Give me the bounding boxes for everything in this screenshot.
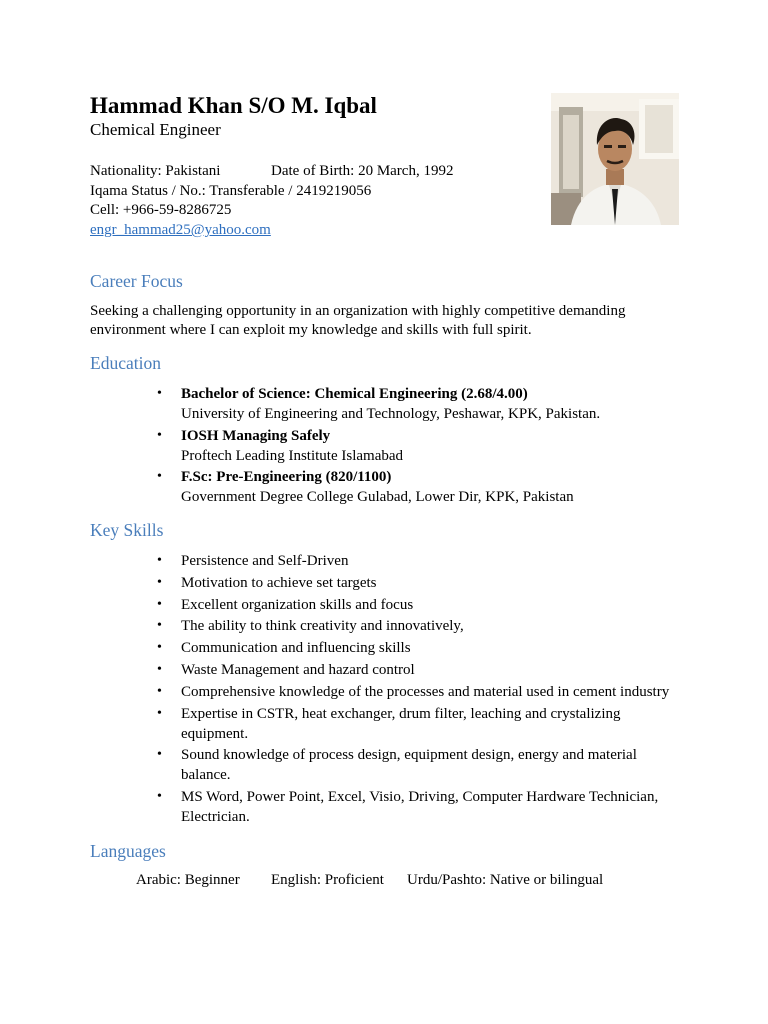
bullet: •: [157, 428, 162, 443]
education-institution: Proftech Leading Institute Islamabad: [181, 448, 404, 464]
career-focus-heading: Career Focus: [90, 271, 183, 291]
bullet: •: [157, 640, 162, 655]
skill-text: Communication and influencing skills: [181, 640, 411, 656]
skill-item: [157, 660, 681, 680]
email-link[interactable]: engr_hammad25@yahoo.com: [90, 222, 271, 238]
skill-item: [157, 595, 681, 615]
cell-number: Cell: +966-59-8286725: [90, 202, 232, 218]
skill-text: The ability to think creativity and innovatively,: [181, 618, 464, 634]
bullet: •: [157, 684, 162, 699]
bullet: •: [157, 469, 162, 484]
language-urdu-pashto: Urdu/Pashto: Native or bilingual: [407, 872, 604, 888]
skill-text: Motivation to achieve set targets: [181, 575, 377, 591]
bullet: •: [157, 553, 162, 568]
education-item: [157, 426, 681, 466]
education-item: [157, 384, 681, 424]
skill-item: [157, 551, 681, 571]
candidate-name: Hammad Khan S/O M. Iqbal: [90, 93, 377, 118]
education-heading: Education: [90, 353, 161, 373]
education-degree: F.Sc: Pre-Engineering (820/1100): [181, 469, 392, 485]
bullet: •: [157, 618, 162, 633]
bullet: •: [157, 386, 162, 401]
education-degree: Bachelor of Science: Chemical Engineering (2.68/4.00): [181, 386, 528, 402]
bullet: •: [157, 747, 162, 762]
skill-text: Persistence and Self-Driven: [181, 553, 349, 569]
education-degree: IOSH Managing Safely: [181, 428, 331, 444]
skill-text: Sound knowledge of process design, equipment design, energy and material balance.: [181, 747, 637, 783]
skill-item: [157, 638, 681, 658]
skill-item: [157, 616, 681, 636]
bullet: •: [157, 662, 162, 677]
skill-item: [157, 573, 681, 593]
skill-text: MS Word, Power Point, Excel, Visio, Driving, Computer Hardware Technician, Electrician.: [181, 789, 659, 825]
career-focus-text: Seeking a challenging opportunity in an organization with highly competitive demanding environment where I can exploit my knowledge and skills with full spirit.: [90, 303, 626, 338]
skill-text: Excellent organization skills and focus: [181, 597, 414, 613]
education-institution: University of Engineering and Technology, Peshawar, KPK, Pakistan.: [181, 406, 601, 422]
education-item: [157, 467, 681, 507]
skill-item: [157, 682, 681, 702]
bullet: •: [157, 706, 162, 721]
profile-photo: [551, 93, 679, 225]
personal-info-row: [90, 162, 454, 181]
bullet: •: [157, 575, 162, 590]
date-of-birth: Date of Birth: 20 March, 1992: [271, 163, 454, 179]
language-arabic: Arabic: Beginner: [136, 872, 240, 888]
skill-text: Comprehensive knowledge of the processes and material used in cement industry: [181, 684, 670, 700]
skill-item: [157, 704, 641, 744]
bullet: •: [157, 789, 162, 804]
skill-text: Waste Management and hazard control: [181, 662, 415, 678]
languages-heading: Languages: [90, 841, 166, 861]
key-skills-heading: Key Skills: [90, 520, 164, 540]
language-english: English: Proficient: [271, 872, 384, 888]
job-title: Chemical Engineer: [90, 120, 221, 139]
skill-text: Expertise in CSTR, heat exchanger, drum filter, leaching and crystalizing equipment.: [181, 706, 621, 742]
bullet: •: [157, 597, 162, 612]
iqama-status: Iqama Status / No.: Transferable / 2419219056: [90, 183, 372, 199]
skill-item: [157, 745, 651, 785]
education-institution: Government Degree College Gulabad, Lower Dir, KPK, Pakistan: [181, 489, 574, 505]
nationality: Nationality: Pakistani: [90, 163, 221, 179]
skill-item: [157, 787, 676, 827]
